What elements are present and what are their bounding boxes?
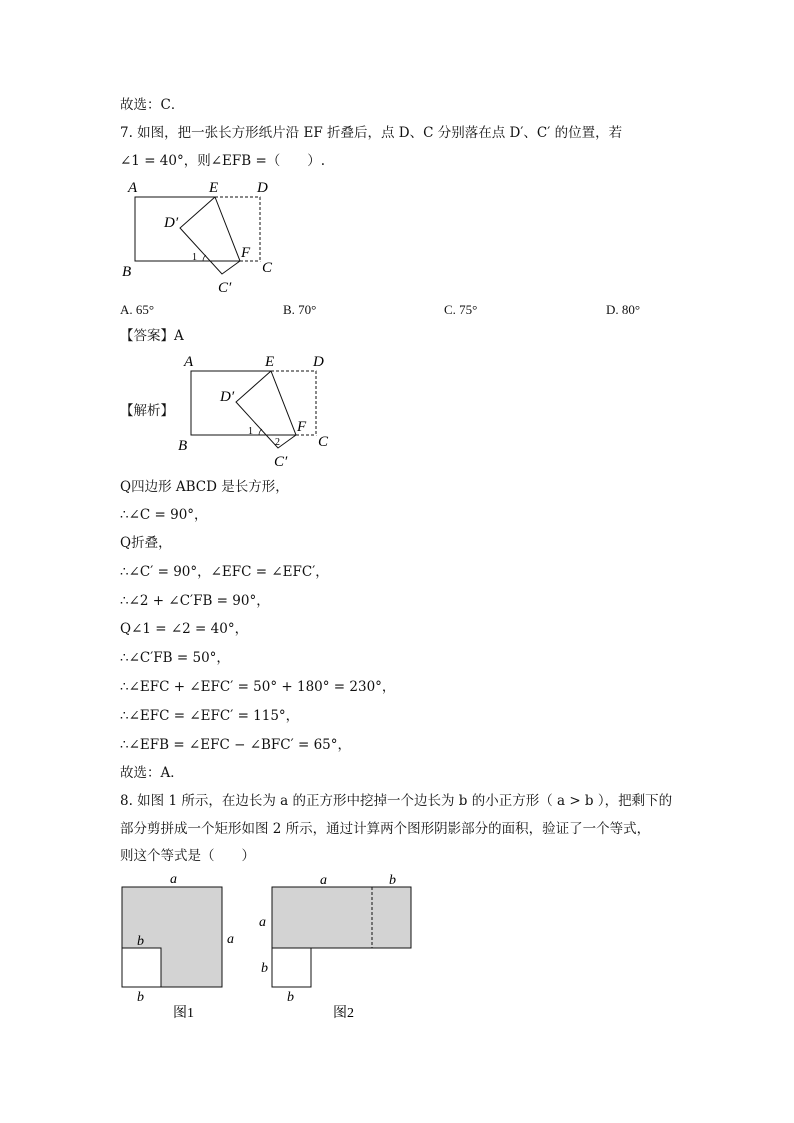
folded-quad [180, 197, 240, 274]
label-angle-2: 2 [275, 437, 280, 448]
fig2-label-b-top: b [389, 873, 396, 888]
step-10: ∴∠EFB = ∠EFC − ∠BFC′ = 65°， [120, 737, 352, 753]
option-c: C. 75° [444, 302, 478, 317]
step-9: ∴∠EFC = ∠EFC′ = 115°， [120, 708, 300, 724]
step-11: 故选：A． [120, 765, 184, 781]
figure-2 [255, 870, 420, 1028]
question-7-line-2: ∠1 = 40°，则∠EFB =（ ）. [120, 153, 326, 169]
option-a: A. 65° [120, 302, 155, 317]
question-7-line-1: 7. 如图，把一张长方形纸片沿 EF 折叠后，点 D、C 分别落在点 D′、C′ 的位置，若 [120, 125, 623, 141]
fig1-label-a-right: a [227, 932, 234, 947]
label-c-prime-2: C′ [274, 454, 288, 470]
answer-line: 【答案】A [120, 328, 184, 344]
step-4: ∴∠C′ = 90°，∠EFC = ∠EFC′， [120, 564, 329, 580]
label-d-prime-2: D′ [220, 389, 235, 405]
analysis-label: 【解析】 [120, 403, 174, 419]
step-6: Q∠1 = ∠2 = 40°， [120, 621, 249, 637]
label-b: B [122, 264, 132, 280]
prev-answer-line: 故选：C． [120, 97, 185, 113]
option-b: B. 70° [283, 302, 317, 317]
step-8: ∴∠EFC + ∠EFC′ = 50° + 180° = 230°， [120, 679, 396, 695]
step-7: ∴∠C′FB = 50°， [120, 650, 230, 666]
label-angle-1: 1 [192, 252, 197, 263]
question-8-line-2: 部分剪拼成一个矩形如图 2 所示，通过计算两个图形阴影部分的面积，验证了一个等式， [120, 821, 651, 837]
fig1-label-b-inner: b [137, 934, 144, 949]
label-a: A [128, 180, 138, 196]
question-8-line-1: 8. 如图 1 所示，在边长为 a 的正方形中挖掉一个边长为 b 的小正方形（ a > b ），把剩下的 [120, 793, 673, 809]
figure-1 [110, 870, 245, 1028]
label-c-prime: C′ [218, 280, 232, 296]
label-c: C [262, 260, 273, 276]
small-square [122, 948, 161, 987]
fig1-label-b-bottom: b [137, 990, 144, 1005]
label-e-2: E [265, 354, 275, 370]
fig2-label-b-bottom: b [287, 990, 294, 1005]
label-d: D [257, 180, 268, 196]
long-rectangle [272, 887, 411, 948]
step-5: ∴∠2 + ∠C′FB = 90°， [120, 593, 270, 609]
label-f-2: F [297, 419, 307, 435]
fig2-caption: 图2 [333, 1006, 354, 1021]
label-c-2: C [318, 434, 329, 450]
fold-figure-analysis [174, 350, 344, 472]
label-f: F [241, 245, 251, 261]
step-3: Q折叠， [120, 535, 172, 551]
question-8-line-3: 则这个等式是（ ） [120, 848, 255, 864]
fig2-label-b-left: b [261, 961, 268, 976]
label-b-2: B [178, 438, 188, 454]
label-a-2: A [184, 354, 194, 370]
fold-figure-question [118, 176, 288, 298]
small-square-2 [272, 948, 311, 987]
fig2-label-a-left: a [259, 915, 266, 930]
step-1: Q四边形 ABCD 是长方形， [120, 479, 289, 495]
label-angle-1-2: 1 [248, 426, 253, 437]
fig1-label-a-top: a [170, 872, 177, 887]
fig1-caption: 图1 [173, 1006, 194, 1021]
step-2: ∴∠C = 90°， [120, 507, 208, 523]
label-e: E [209, 180, 219, 196]
fig2-label-a-top: a [320, 873, 327, 888]
label-d-2: D [313, 354, 324, 370]
option-d: D. 80° [606, 302, 641, 317]
label-d-prime: D′ [164, 215, 179, 231]
